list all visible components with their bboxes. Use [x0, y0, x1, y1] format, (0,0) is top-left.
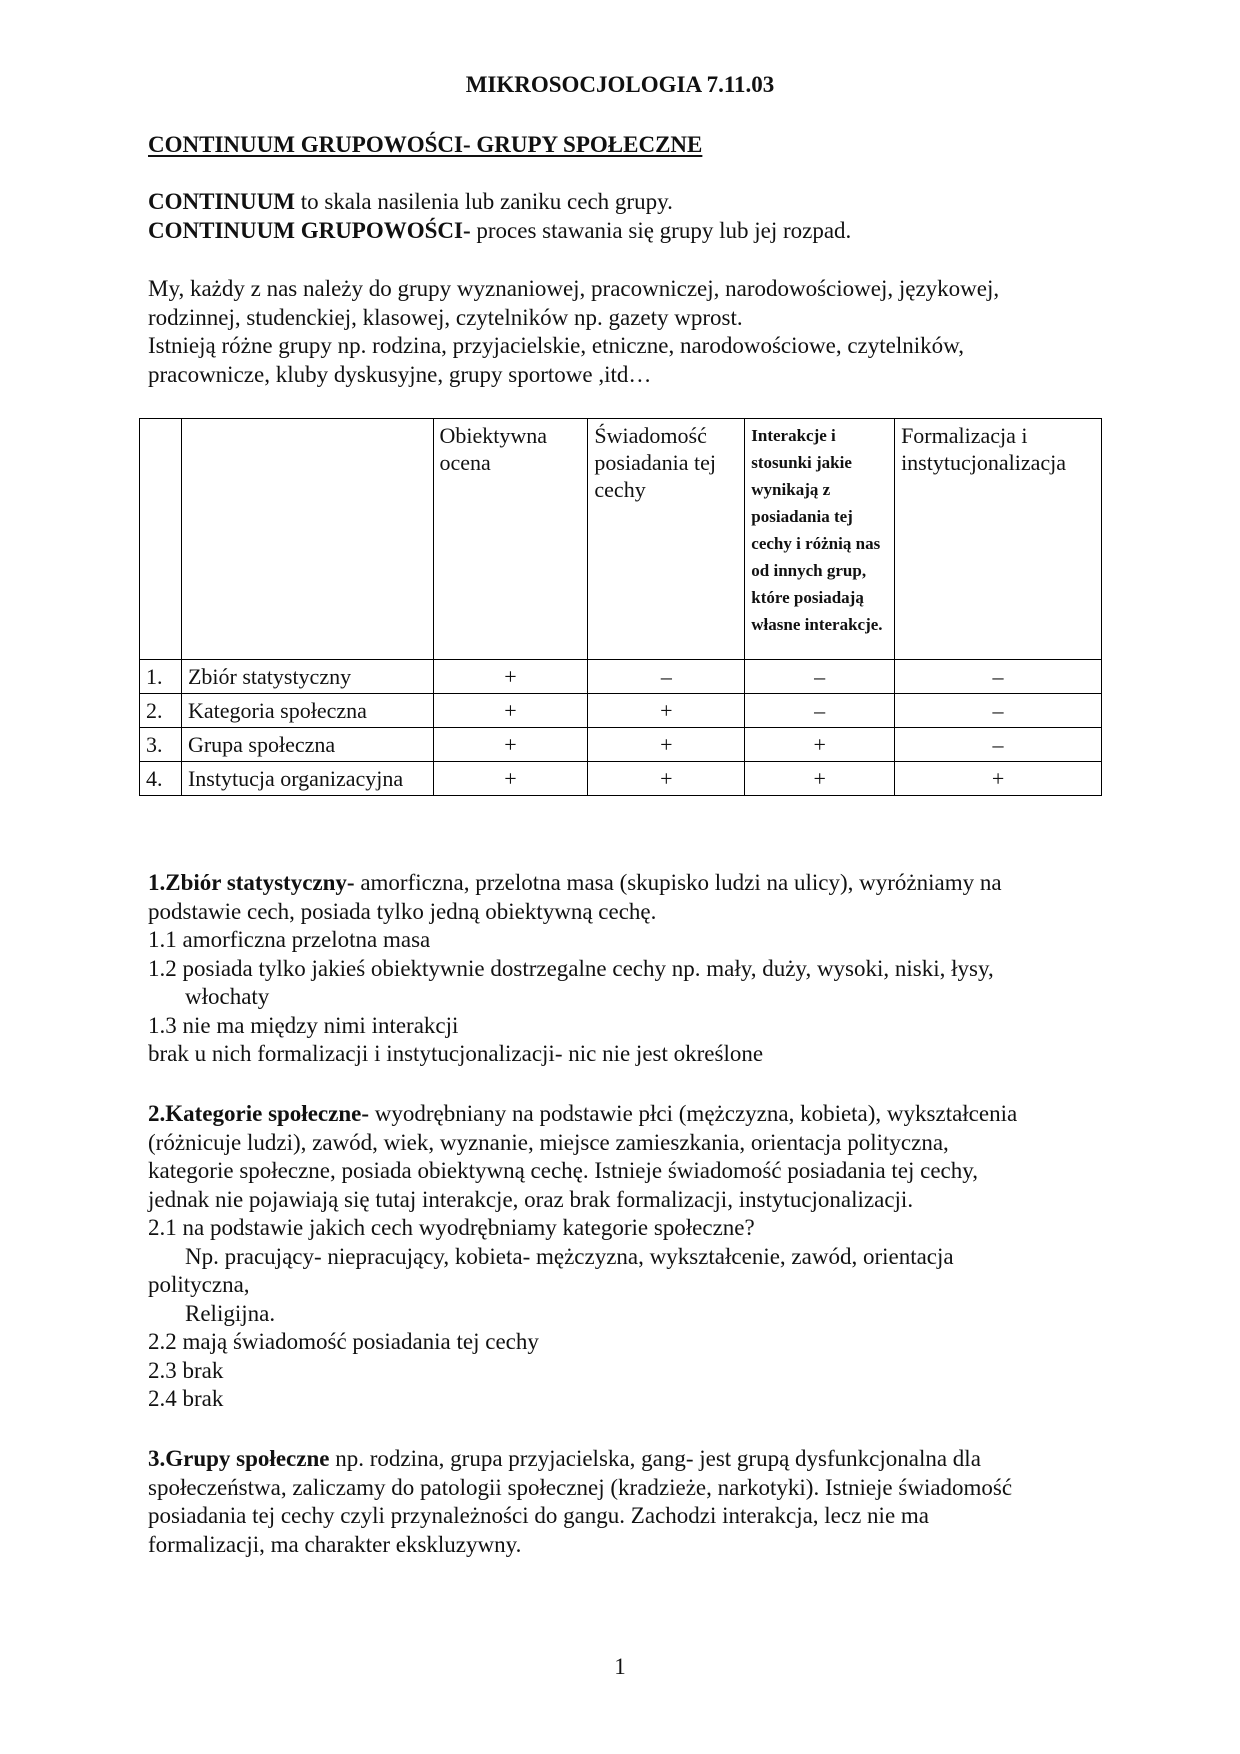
- example-line: Religijna.: [185, 1300, 276, 1326]
- definition-continuum: [148, 188, 1098, 217]
- example-line: Np. pracujący- niepracujący, kobieta- mężczyzna, wykształcenie, zawód, orientacja: [185, 1243, 954, 1269]
- section-text: np. rodzina, grupa przyjacielska, gang- jest grupą dysfunkcjonalna dla: [329, 1446, 981, 1471]
- list-item: 1.3 nie ma między nimi interakcji: [148, 1012, 459, 1038]
- table-header-cell: Formalizacja i instytucjonalizacja: [895, 419, 1102, 660]
- definition-term: CONTINUUM: [148, 189, 295, 214]
- row-name: Zbiór statystyczny: [181, 660, 433, 694]
- list-item: 1.2 posiada tylko jakieś obiektywnie dostrzegalne cechy np. mały, duży, wysoki, niski, łysy,: [148, 955, 994, 981]
- list-item: 2.4 brak: [148, 1386, 224, 1411]
- table-row: [140, 694, 1102, 728]
- table-header-cell: [140, 419, 182, 660]
- definition-term: CONTINUUM GRUPOWOŚCI-: [148, 217, 471, 243]
- section-line: posiadania tej cechy czyli przynależności do gangu. Zachodzi interakcja, lecz nie ma: [148, 1503, 930, 1528]
- table-cell: –: [895, 728, 1102, 762]
- row-name: Kategoria społeczna: [181, 694, 433, 728]
- section-heading: 3.Grupy społeczne: [148, 1446, 330, 1471]
- table-cell: –: [745, 660, 895, 694]
- table-cell: +: [433, 728, 588, 762]
- intro-line: Istnieją różne grupy np. rodzina, przyjacielskie, etniczne, narodowościowe, czytelników,: [148, 333, 964, 358]
- table-cell: –: [895, 694, 1102, 728]
- section-paragraph: [148, 1445, 1098, 1474]
- section-heading: 2.Kategorie społeczne-: [148, 1101, 369, 1126]
- table-header-cell: Obiektywna ocena: [433, 419, 588, 660]
- row-number: 3.: [140, 728, 182, 762]
- table-cell: +: [588, 728, 745, 762]
- table-cell: +: [745, 762, 895, 796]
- table-cell: +: [588, 762, 745, 796]
- table-row: [140, 660, 1102, 694]
- row-number: 1.: [140, 660, 182, 694]
- intro-paragraph: [148, 275, 1098, 389]
- table-header-row: [140, 419, 1102, 660]
- section-zbior-statystyczny: [148, 869, 1098, 1069]
- section-line: formalizacji, ma charakter ekskluzywny.: [148, 1531, 522, 1557]
- table-cell: +: [588, 694, 745, 728]
- table-cell: +: [433, 660, 588, 694]
- table-cell: +: [745, 728, 895, 762]
- page-number: 1: [614, 1654, 626, 1679]
- list-item: 2.3 brak: [148, 1357, 224, 1383]
- example-line: polityczna,: [148, 1272, 250, 1297]
- definition-continuum-grupowosci: [148, 217, 1098, 246]
- list-item-continuation: włochaty: [185, 984, 270, 1009]
- list-item: 2.1 na podstawie jakich cech wyodrębniamy kategorie społeczne?: [148, 1215, 755, 1240]
- table-header-cell: Interakcje i stosunki jakie wynikają z posiadania tej cechy i różnią nas od innych grup, które posiadają własne interakcje.: [745, 419, 895, 660]
- section-paragraph: [148, 1100, 1098, 1129]
- table-header-cell: Świadomość posiadania tej cechy: [588, 419, 745, 660]
- continuum-table: [139, 418, 1102, 796]
- row-name: Instytucja organizacyjna: [181, 762, 433, 796]
- row-name: Grupa społeczna: [181, 728, 433, 762]
- list-item: 2.2 mają świadomość posiadania tej cechy: [148, 1329, 539, 1354]
- section-line: (różnicuje ludzi), zawód, wiek, wyznanie, miejsce zamieszkania, orientacja polityczna,: [148, 1129, 949, 1155]
- section-text: amorficzna, przelotna masa (skupisko ludzi na ulicy), wyróżniamy na: [354, 870, 1002, 895]
- intro-line: rodzinnej, studenckiej, klasowej, czytelników np. gazety wprost.: [148, 304, 743, 330]
- section-kategorie-spoleczne: [148, 1100, 1098, 1414]
- table-row: [140, 762, 1102, 796]
- table-cell: +: [433, 694, 588, 728]
- table-header-cell: [181, 419, 433, 660]
- section-line: jednak nie pojawiają się tutaj interakcje, oraz brak formalizacji, instytucjonalizacji.: [148, 1186, 914, 1212]
- document-title: MIKROSOCJOLOGIA 7.11.03: [465, 72, 775, 97]
- section-grupy-spoleczne: [148, 1445, 1098, 1559]
- section-closing: brak u nich formalizacji i instytucjonalizacji- nic nie jest określone: [148, 1041, 764, 1066]
- intro-line: pracownicze, kluby dyskusyjne, grupy sportowe ,itd…: [148, 361, 652, 387]
- table-cell: +: [895, 762, 1102, 796]
- row-number: 4.: [140, 762, 182, 796]
- table-cell: +: [433, 762, 588, 796]
- definition-text: proces stawania się grupy lub jej rozpad.: [470, 217, 852, 243]
- section-text: wyodrębniany na podstawie płci (mężczyzna, kobieta), wykształcenia: [368, 1101, 1018, 1126]
- intro-line: My, każdy z nas należy do grupy wyznaniowej, pracowniczej, narodowościowej, językowej,: [148, 276, 1000, 301]
- table-cell: –: [745, 694, 895, 728]
- table-cell: –: [895, 660, 1102, 694]
- section-line: kategorie społeczne, posiada obiektywną cechę. Istnieje świadomość posiadania tej cechy,: [148, 1158, 979, 1183]
- definition-text: to skala nasilenia lub zaniku cech grupy.: [294, 189, 673, 214]
- section-line: społeczeństwa, zaliczamy do patologii społecznej (kradzieże, narkotyki). Istnieje świadomość: [148, 1474, 1013, 1500]
- table-cell: –: [588, 660, 745, 694]
- list-item: 1.1 amorficzna przelotna masa: [148, 927, 431, 952]
- table-row: [140, 728, 1102, 762]
- definitions-block: [148, 188, 1098, 245]
- document-subtitle: CONTINUUM GRUPOWOŚCI- GRUPY SPOŁECZNE: [148, 132, 703, 157]
- section-heading: 1.Zbiór statystyczny-: [148, 870, 355, 895]
- section-line: podstawie cech, posiada tylko jedną obiektywną cechę.: [148, 898, 657, 924]
- row-number: 2.: [140, 694, 182, 728]
- section-paragraph: [148, 869, 1098, 898]
